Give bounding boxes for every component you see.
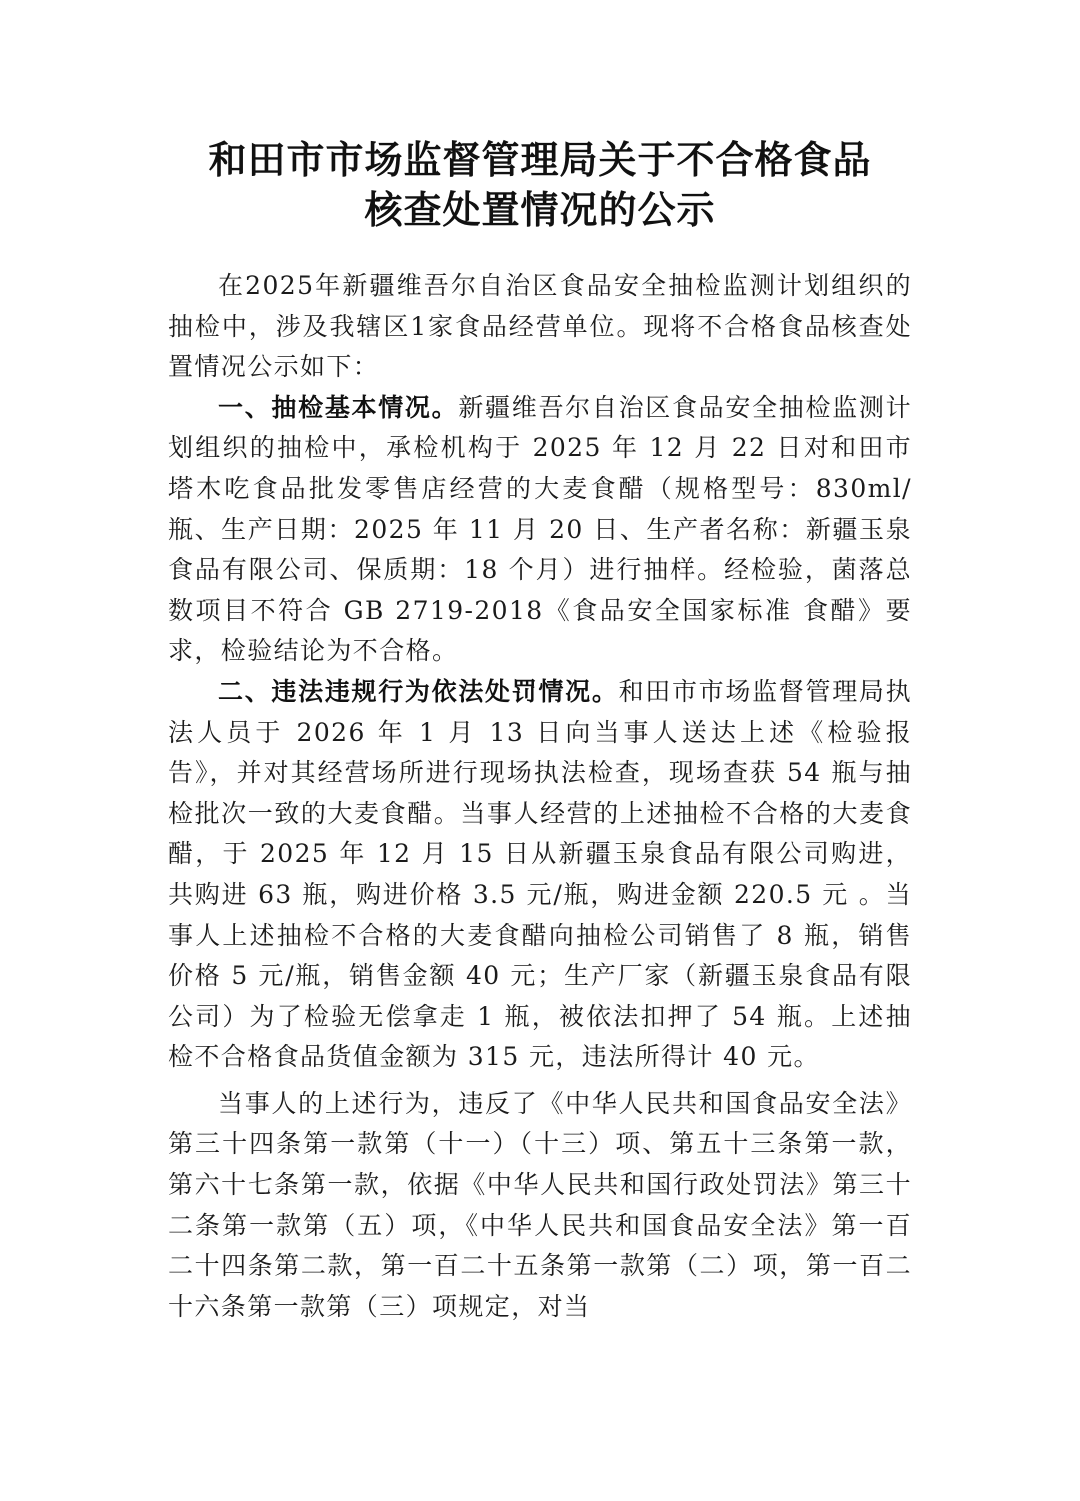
paragraph-text: 和田市市场监督管理局执法人员于 2026 年 1 月 13 日向当事人送达上述《检验报告》，并对其经营场所进行现场执法检查，现场查获 54 瓶与抽检批次一致的大麦食醋。当事人经营的上述抽检不合格的大麦食醋，于 2025 年 12 月 15 日从新疆玉泉食品有限公司购进，共购进 63 瓶，购进价格 3.5 元/瓶，购进金额 220.5 元 。当事人上述抽检不合格的大麦食醋向抽检公司销售了 8 瓶，销售价格 5 元/瓶，销售金额 40 元；生产厂家（新疆玉泉食品有限公司）为了检验无偿拿走 1 瓶，被依法扣押了 54 瓶。上述抽检不合格食品货值金额为 315 元，违法所得计 40 元。: [168, 676, 912, 1072]
paragraph-section-1: [168, 388, 912, 672]
paragraph-text: 在2025年新疆维吾尔自治区食品安全抽检监测计划组织的抽检中，涉及我辖区1家食品经营单位。现将不合格食品核查处置情况公示如下：: [168, 271, 912, 382]
section-heading: 二、违法违规行为依法处罚情况。: [218, 676, 619, 706]
section-heading: 一、抽检基本情况。: [218, 392, 459, 422]
paragraph-intro: [168, 266, 912, 388]
document-title-line-2: 核查处置情况的公示: [364, 187, 716, 232]
document-body: [168, 266, 912, 1327]
paragraph-text: 当事人的上述行为，违反了《中华人民共和国食品安全法》第三十四条第一款第（十一）（十三）项、第五十三条第一款，第六十七条第一款，依据《中华人民共和国行政处罚法》第三十二条第一款第（五）项，《中华人民共和国食品安全法》第一百二十四条第二款，第一百二十五条第一款第（二）项，第一百二十六条第一款第（三）项规定，对当: [168, 1088, 912, 1321]
paragraph-text: 新疆维吾尔自治区食品安全抽检监测计划组织的抽检中，承检机构于 2025 年 12 月 22 日对和田市塔木吃食品批发零售店经营的大麦食醋（规格型号：830ml/瓶、生产日期：2025 年 11 月 20 日、生产者名称：新疆玉泉食品有限公司、保质期：18 个月）进行抽样。经检验，菌落总数项目不符合 GB 2719-2018《食品安全国家标准 食醋》要求，检验结论为不合格。: [168, 392, 912, 666]
document-title-line-1: 和田市市场监督管理局关于不合格食品: [208, 137, 872, 182]
paragraph-legal-basis: [168, 1084, 912, 1328]
paragraph-section-2: [168, 672, 912, 1078]
